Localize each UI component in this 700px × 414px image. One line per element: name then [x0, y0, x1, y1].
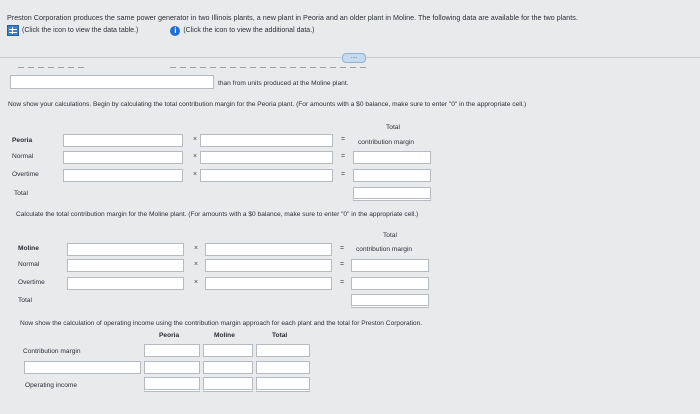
more-button[interactable]: .... [342, 53, 366, 63]
peoria-overtime-cm-input[interactable] [200, 169, 333, 182]
peoria-normal-units-input[interactable] [63, 151, 183, 164]
peoria-overtime-units-input[interactable] [63, 169, 183, 182]
peoria-header-right-input[interactable] [200, 134, 333, 147]
moline-instruction: Calculate the total contribution margin for the Moline plant. (For amounts with a $0 balance, make sure to enter "0" in the appropriate cell.) [16, 211, 419, 218]
equals-operator: = [341, 136, 346, 143]
moline-row-label: Moline [18, 245, 39, 252]
equals-operator: = [341, 171, 346, 178]
peoria-row-label: Peoria [12, 137, 33, 144]
equals-operator: = [341, 153, 346, 160]
data-table-icon[interactable] [7, 25, 19, 36]
peoria-normal-cm-input[interactable] [200, 151, 333, 164]
operating-income-label: Operating income [25, 382, 78, 389]
contribution-margin-label: Contribution margin [23, 348, 81, 355]
moline-header-right-input[interactable] [205, 243, 332, 256]
fixed-cost-label-input[interactable] [24, 361, 141, 374]
moline-total-header: Total [383, 232, 397, 239]
moline-overtime-total-input[interactable] [351, 277, 429, 290]
times-operator: × [193, 171, 198, 178]
moline-normal-units-input[interactable] [67, 259, 184, 272]
peoria-overtime-label: Overtime [12, 171, 39, 178]
answer-suffix: than from units produced at the Moline plant. [218, 80, 349, 87]
data-table-link[interactable]: (Click the icon to view the data table.) [22, 27, 139, 34]
col-moline: Moline [214, 332, 235, 339]
oi-total-input[interactable] [256, 377, 310, 392]
info-icon[interactable]: i [170, 26, 180, 36]
times-operator: × [193, 136, 198, 143]
equals-operator: = [340, 261, 345, 268]
times-operator: × [194, 261, 199, 268]
cutoff-line [170, 67, 370, 68]
peoria-normal-total-input[interactable] [353, 151, 431, 164]
oi-fixed-total-input[interactable] [256, 361, 310, 374]
moline-total-cm-input[interactable] [351, 294, 429, 308]
additional-data-link[interactable]: (Click the icon to view the additional data.) [183, 27, 315, 34]
equals-operator: = [340, 279, 345, 286]
times-operator: × [193, 153, 198, 160]
peoria-normal-label: Normal [12, 153, 34, 160]
oi-fixed-peoria-input[interactable] [144, 361, 200, 374]
moline-cm-header: contribution margin [356, 246, 413, 253]
times-operator: × [194, 279, 199, 286]
moline-overtime-cm-input[interactable] [205, 277, 332, 290]
moline-normal-cm-input[interactable] [205, 259, 332, 272]
peoria-total-header: Total [386, 124, 400, 131]
oi-cm-moline-input[interactable] [203, 344, 253, 357]
oi-cm-peoria-input[interactable] [144, 344, 200, 357]
oi-fixed-moline-input[interactable] [203, 361, 253, 374]
oi-moline-input[interactable] [203, 377, 253, 392]
cutoff-line [18, 67, 88, 68]
moline-overtime-label: Overtime [18, 279, 45, 286]
intro-text: Preston Corporation produces the same power generator in two Illinois plants, a new plant in Peoria and an older plant in Moline. The following data are available for the two plants. [7, 13, 578, 22]
moline-overtime-units-input[interactable] [67, 277, 184, 290]
equals-operator: = [340, 245, 345, 252]
peoria-total-label: Total [14, 190, 28, 197]
col-total: Total [272, 332, 288, 339]
oi-cm-total-input[interactable] [256, 344, 310, 357]
peoria-cm-header: contribution margin [358, 139, 415, 146]
moline-header-left-input[interactable] [67, 243, 184, 256]
answer-select[interactable] [10, 75, 214, 89]
moline-normal-label: Normal [18, 261, 40, 268]
moline-normal-total-input[interactable] [351, 259, 429, 272]
peoria-instruction: Now show your calculations. Begin by calculating the total contribution margin for the Peoria plant. (For amounts with a $0 balance, make sure to enter "0" in the appropriate cell.) [8, 101, 527, 108]
peoria-header-left-input[interactable] [63, 134, 183, 147]
oi-peoria-input[interactable] [144, 377, 200, 392]
operating-instruction: Now show the calculation of operating income using the contribution margin approach for each plant and the total for Preston Corporation. [20, 320, 423, 327]
moline-total-label: Total [18, 297, 32, 304]
times-operator: × [194, 245, 199, 252]
peoria-total-cm-input[interactable] [353, 187, 431, 201]
col-peoria: Peoria [159, 332, 180, 339]
peoria-overtime-total-input[interactable] [353, 169, 431, 182]
links-row [7, 25, 314, 36]
